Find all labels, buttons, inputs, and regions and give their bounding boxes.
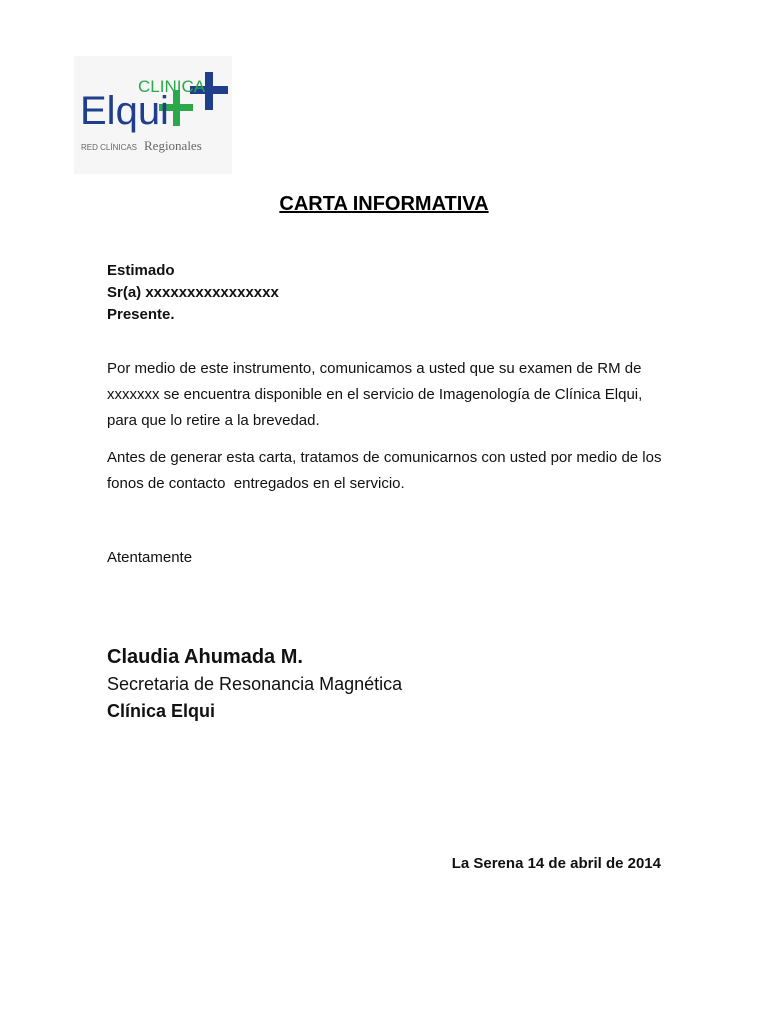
logo-main-word: Elqui	[80, 89, 169, 133]
document-title: CARTA INFORMATIVA	[279, 193, 489, 215]
salutation-block	[107, 260, 279, 326]
signer-name: Claudia Ahumada M.	[107, 646, 303, 668]
signer-organization: Clínica Elqui	[107, 701, 216, 721]
logo-tagline-large: Regionales	[144, 138, 202, 153]
body-paragraph-2: Antes de generar esta carta, tratamos de comunicarnos con usted por medio de los fonos de contacto entregados en el servicio.	[107, 449, 666, 492]
salutation-present: Presente.	[107, 306, 175, 323]
logo-tagline-small: RED CLÍNICAS	[81, 143, 138, 152]
logo-top-word: CLINICA	[138, 77, 206, 96]
place-date: La Serena 14 de abril de 2014	[451, 855, 661, 872]
signer-role: Secretaria de Resonancia Magnética	[107, 674, 403, 694]
closing-text: Atentamente	[107, 549, 193, 566]
clinic-logo	[74, 56, 232, 174]
salutation-greeting: Estimado	[107, 262, 175, 279]
body-paragraph-1: Por medio de este instrumento, comunicamos a usted que su examen de RM de xxxxxxx se encuentra disponible en el servicio de Imagenología de Clínica Elqui, para que lo retire a la brevedad.	[107, 360, 643, 429]
salutation-recipient: Sr(a) xxxxxxxxxxxxxxxx	[107, 284, 279, 301]
signature-block	[107, 644, 402, 725]
